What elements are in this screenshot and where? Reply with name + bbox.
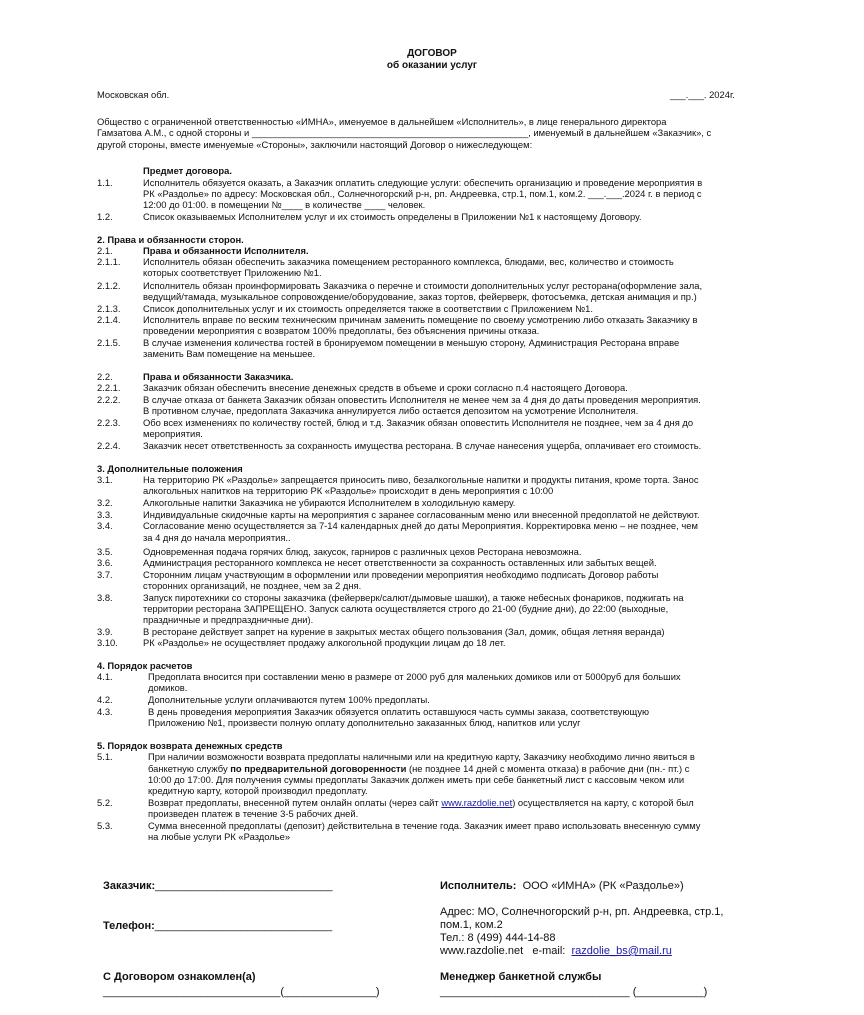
executor-phone: Тел.: 8 (499) 444-14-88 bbox=[440, 932, 556, 944]
clause-text: (не позднее 14 дней с момента отказа) в рабочие дни (пн.- пт.) с bbox=[406, 763, 690, 774]
clause-text: В противном случае, предоплата Заказчика аннулируется либо остается депозитом на усмотрение Исполнителя. bbox=[143, 405, 639, 416]
clause-number: 1.2. bbox=[97, 211, 113, 222]
phone-line: _____________________________ bbox=[154, 920, 333, 932]
section-3-title: 3. Дополнительные положения bbox=[97, 463, 243, 474]
clause-text: 10:00 до 17:00. Для получения суммы предоплаты Заказчик должен иметь при себе банкетный лист с кассовым чеком или bbox=[148, 774, 685, 785]
clause-text: РК «Раздолье» не осуществляет продажу алкогольной продукции лицам до 18 лет. bbox=[143, 637, 506, 648]
clause-text: При наличии возможности возврата предоплаты наличными или на кредитную карту, Заказчику необходимо лично явиться в bbox=[148, 751, 695, 762]
clause-text: банкетную службу bbox=[148, 763, 231, 774]
clause-text: за 4 дня до начала мероприятия.. bbox=[143, 532, 291, 543]
clause-number: 2.1. bbox=[97, 245, 113, 256]
section-2-title: 2. Права и обязанности сторон. bbox=[97, 234, 244, 245]
clause-text: Администрация ресторанного комплекса не несет ответственности за сохранность оставленных или забытых вещей. bbox=[143, 557, 657, 568]
clause-text: Одновременная подача горячих блюд, закусок, гарниров с различных цехов Ресторана невозможна. bbox=[143, 546, 582, 557]
clause-text: территории ресторана ЗАПРЕЩЕНО. Запуск салюта осуществляется строго до 21-00 (будние дни), до 22:00 (выходные, bbox=[143, 603, 669, 614]
clause-text: РК «Раздолье» по адресу: Московская обл., Солнечногорский р-н, рп. Андреевка, стр.1, пом.1, ком.2. ___.___.2024 г. в период с bbox=[143, 188, 702, 199]
customer-label: Заказчик: bbox=[103, 880, 156, 892]
clause-text: Заказчик обязан обеспечить внесение денежных средств в объеме и сроки согласно п.4 настоящего Договора. bbox=[143, 382, 628, 393]
clause-number: 3.8. bbox=[97, 592, 113, 603]
phone-signature bbox=[103, 920, 332, 933]
clause-number: 2.1.2. bbox=[97, 280, 121, 291]
preamble-line: другой стороны, вместе именуемые «Стороны», заключили настоящий Договор о нижеследующем: bbox=[97, 139, 533, 150]
clause-number: 2.1.1. bbox=[97, 256, 121, 267]
clause-number: 3.7. bbox=[97, 569, 113, 580]
clause-text: Сумма внесенной предоплаты (депозит) действительна в течение года. Заказчик имеет право использовать внесенную сумму bbox=[148, 820, 701, 831]
clause-text: Список оказываемых Исполнителем услуг и их стоимость определены в Приложении №1 к настоящему Договору. bbox=[143, 211, 642, 222]
clause-number: 3.5. bbox=[97, 546, 113, 557]
executor-contacts bbox=[440, 945, 672, 958]
clause-text: Сторонним лицам участвующим в оформлении или проведении мероприятия необходимо подписать Договор работы bbox=[143, 569, 659, 580]
clause-text: Список дополнительных услуг и их стоимость определяется также в соответствии с Приложением №1. bbox=[143, 303, 593, 314]
contract-date: ___.___. 2024г. bbox=[670, 89, 735, 100]
clause-text: заменить Вам помещение на меньшее. bbox=[143, 348, 316, 359]
clause-number: 3.1. bbox=[97, 474, 113, 485]
clause-number: 5.1. bbox=[97, 751, 113, 762]
email-label: e-mail: bbox=[532, 945, 566, 957]
manager-line: _______________________________ (___________) bbox=[440, 986, 708, 998]
manager-label: Менеджер банкетной службы bbox=[440, 971, 602, 983]
subsection-title: Права и обязанности Заказчика. bbox=[143, 371, 294, 382]
clause-text: Предоплата вносится при составлении меню в размере от 2000 руб для маленьких домиков или от 5000руб для больших bbox=[148, 671, 681, 682]
clause-text: произведен платеж в течение 3-5 рабочих дней. bbox=[148, 808, 359, 819]
clause-text: Дополнительные услуги оплачиваются путем 100% предоплаты. bbox=[148, 694, 430, 705]
clause-text: Согласование меню осуществляется за 7-14 календарных дней до даты Мероприятия. Корректировка меню – не позднее, чем bbox=[143, 520, 698, 531]
clause-number: 3.3. bbox=[97, 509, 113, 520]
clause-text: домиков. bbox=[148, 682, 188, 693]
executor-site: www.razdolie.net bbox=[440, 945, 524, 957]
city: Московская обл. bbox=[97, 89, 170, 100]
clause-number: 5.3. bbox=[97, 820, 113, 831]
executor-block bbox=[440, 880, 684, 893]
clause-text: Исполнитель вправе по веским техническим причинам заменить помещение по своему усмотрению либо отказать Заказчику в bbox=[143, 314, 698, 325]
clause-text-emphasis: по предварительной договоренности bbox=[230, 763, 407, 774]
acquainted-line: _____________________________(_______________) bbox=[103, 986, 380, 998]
clause-text: На территорию РК «Раздолье» запрещается приносить пиво, безалкогольные напитки и продукты питания, кроме торта. Занос bbox=[143, 474, 699, 485]
clause-text: Обо всех изменениях по количеству гостей, блюд и т.д. Заказчик обязан оповестить Исполнителя не позднее, чем за 4 дня до bbox=[143, 417, 694, 428]
clause-text: Индивидуальные скидочные карты на мероприятия с заранее согласованным меню или внесенной предоплатой не действуют. bbox=[143, 509, 700, 520]
clause-text: 12:00 до 01:00. в помещении №____ в количестве ____ человек. bbox=[143, 199, 426, 210]
executor-value: ООО «ИМНА» (РК «Раздолье») bbox=[522, 880, 684, 892]
clause-text: В ресторане действует запрет на курение в закрытых местах общего пользования (Зал, домик, общая летняя веранда) bbox=[143, 626, 665, 637]
customer-line: _____________________________ bbox=[155, 880, 333, 892]
clause-text-mixed bbox=[148, 797, 694, 809]
clause-text: кредитную карту, которой производил предоплату. bbox=[148, 785, 368, 796]
clause-text: Исполнитель обязуется оказать, а Заказчик оплатить следующие услуги: обеспечить организацию и проведение мероприятия в bbox=[143, 177, 703, 188]
subsection-title: Права и обязанности Исполнителя. bbox=[143, 245, 309, 256]
clause-number: 2.2.1. bbox=[97, 382, 121, 393]
clause-number: 3.4. bbox=[97, 520, 113, 531]
document-subtitle: об оказании услуг bbox=[386, 60, 478, 71]
clause-number: 3.6. bbox=[97, 557, 113, 568]
executor-address: Адрес: МО, Солнечногорский р-н, рп. Андреевка, стр.1, bbox=[440, 906, 724, 918]
section-5-title: 5. Порядок возврата денежных средств bbox=[97, 740, 283, 751]
email-link[interactable]: razdolie_bs@mail.ru bbox=[571, 945, 672, 957]
clause-text: Запуск пиротехники со стороны заказчика (фейерверк/салют/дымовые шашки), а также небесных фонариков, поджигать на bbox=[143, 592, 684, 603]
clause-number: 3.10. bbox=[97, 637, 118, 648]
clause-text-mixed bbox=[148, 763, 689, 775]
clause-number: 4.2. bbox=[97, 694, 113, 705]
customer-signature bbox=[103, 880, 333, 893]
website-link[interactable]: www.razdolie.net bbox=[441, 797, 513, 808]
clause-text: Возврат предоплаты, внесенной путем онлайн оплаты (через сайт bbox=[148, 797, 442, 808]
clause-text: Исполнитель обязан обеспечить заказчика помещением ресторанного комплекса, блюдами, вес, количество и стоимость bbox=[143, 256, 674, 267]
clause-text: В день проведения мероприятия Заказчик обязуется оплатить оставшуюся часть суммы заказа, соответствующую bbox=[148, 706, 650, 717]
clause-text: праздничные и предпраздничные дни). bbox=[143, 614, 314, 625]
clause-text: которых соответствует Приложению №1. bbox=[143, 267, 322, 278]
clause-number: 2.2.3. bbox=[97, 417, 121, 428]
clause-text: В случае отказа от банкета Заказчик обязан оповестить Исполнителя не менее чем за 4 дня до даты проведения мероприятия. bbox=[143, 394, 701, 405]
clause-number: 2.2.2. bbox=[97, 394, 121, 405]
clause-text: мероприятия. bbox=[143, 428, 203, 439]
preamble-line: Общество с ограниченной ответственностью «ИМНА», именуемое в дальнейшем «Исполнитель», в лице генерального директора bbox=[97, 116, 667, 127]
clause-number: 2.2. bbox=[97, 371, 113, 382]
section-1-title: Предмет договора. bbox=[143, 165, 232, 176]
clause-text: проведении мероприятия с возвратом 100% предоплаты, без объяснения причины отказа. bbox=[143, 325, 540, 336]
document-title: ДОГОВОР bbox=[407, 48, 457, 59]
clause-number: 3.9. bbox=[97, 626, 113, 637]
clause-text: ) осуществляется на карту, с которой был bbox=[512, 797, 694, 808]
clause-text: сторонних организаций, не позднее, чем за 2 дня. bbox=[143, 580, 362, 591]
phone-label: Телефон: bbox=[103, 920, 155, 932]
clause-text: алкогольных напитков на территорию РК «Раздолье» происходит в день мероприятия с 10:00 bbox=[143, 485, 554, 496]
executor-address: пом.1, ком.2 bbox=[440, 919, 503, 931]
clause-text: Приложению №1, произвести полную оплату дополнительно заказанных блюд, напитков или услуг bbox=[148, 717, 581, 728]
clause-text: Алкогольные напитки Заказчика не убираются Исполнителем в холодильную камеру. bbox=[143, 497, 516, 508]
clause-number: 2.1.3. bbox=[97, 303, 121, 314]
clause-text: Исполнитель обязан проинформировать Заказчика о перечне и стоимости дополнительных услуг ресторана(оформление зала, bbox=[143, 280, 703, 291]
clause-text: В случае изменения количества гостей в бронируемом помещении в меньшую сторону, Администрация Ресторана вправе bbox=[143, 337, 680, 348]
clause-number: 2.2.4. bbox=[97, 440, 121, 451]
clause-number: 3.2. bbox=[97, 497, 113, 508]
clause-number: 1.1. bbox=[97, 177, 113, 188]
preamble-line: Гамзатова А.М., с одной стороны и _____________________________________________________, именуемый в дальнейшем «Заказчик», с bbox=[97, 127, 712, 138]
acquainted-label: С Договором ознакомлен(а) bbox=[103, 971, 256, 983]
section-4-title: 4. Порядок расчетов bbox=[97, 660, 193, 671]
clause-text: на любые услуги РК «Раздолье» bbox=[148, 831, 291, 842]
clause-text: ведущий/тамада, музыкальное сопровождение/оборудование, заказ тортов, фейерверк, фотосъемка, детская анимация и пр.) bbox=[143, 291, 697, 302]
clause-number: 2.1.5. bbox=[97, 337, 121, 348]
clause-number: 2.1.4. bbox=[97, 314, 121, 325]
clause-number: 4.3. bbox=[97, 706, 113, 717]
clause-number: 4.1. bbox=[97, 671, 113, 682]
clause-number: 5.2. bbox=[97, 797, 113, 808]
clause-text: Заказчик несет ответственность за сохранность имущества ресторана. В случае нанесения ущерба, оплачивает его стоимость. bbox=[143, 440, 702, 451]
executor-label: Исполнитель: bbox=[440, 880, 517, 892]
